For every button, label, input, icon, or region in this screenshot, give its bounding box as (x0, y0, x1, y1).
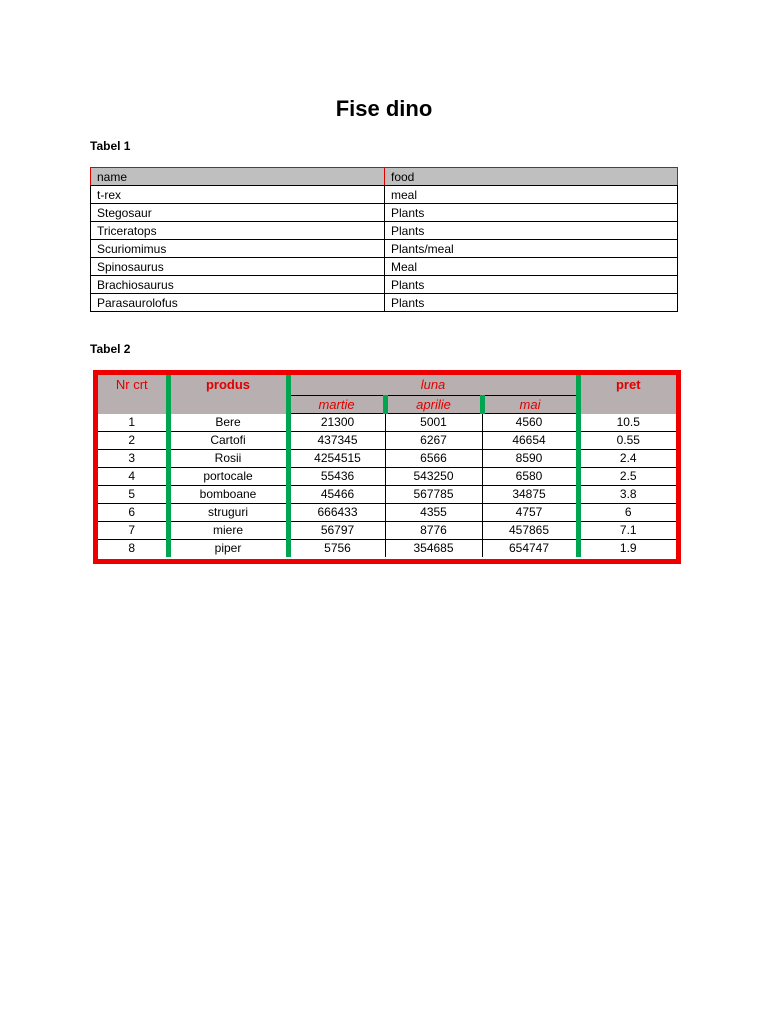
cell-nr: 8 (128, 541, 136, 555)
cell-food: Plants (385, 222, 678, 240)
cell-mai: 8590 (482, 450, 578, 468)
cell-produs: piper (168, 540, 288, 558)
table-row (91, 222, 678, 240)
column-header-produs: produs (168, 375, 288, 414)
cell-pret: 1.9 (578, 540, 676, 558)
cell-martie: 437345 (288, 432, 385, 450)
table-header-row (98, 375, 676, 396)
cell-pret: 2.5 (578, 468, 676, 486)
column-header-name: name (91, 168, 385, 186)
dino-table (90, 167, 678, 312)
cell-mai: 6580 (482, 468, 578, 486)
table-row (98, 468, 676, 486)
table1-caption: Tabel 1 (90, 139, 131, 153)
cell-pret: 6 (578, 504, 676, 522)
cell-nr: 5 (98, 486, 168, 504)
cell-martie: 45466 (288, 486, 385, 504)
cell-nr: 6 (98, 504, 168, 522)
cell-aprilie: 6566 (385, 450, 482, 468)
table-row (98, 522, 676, 540)
cell-mai: 34875 (482, 486, 578, 504)
table-row (91, 204, 678, 222)
cell-produs: Bere (168, 414, 288, 432)
cell-martie: 55436 (288, 468, 385, 486)
table-row (98, 504, 676, 522)
cell-aprilie: 4355 (385, 504, 482, 522)
cell-pret: 2.4 (578, 450, 676, 468)
cell-produs: Rosii (168, 450, 288, 468)
column-header-luna: luna (288, 375, 578, 396)
cell-produs: Cartofi (168, 432, 288, 450)
cell-mai: 46654 (482, 432, 578, 450)
cell-produs: miere (168, 522, 288, 540)
page-title: Fise dino (335, 96, 433, 121)
column-header-mai: mai (482, 396, 578, 414)
cell-name: Spinosaurus (91, 258, 385, 276)
cell-aprilie: 354685 (385, 540, 482, 558)
cell-aprilie: 6267 (385, 432, 482, 450)
table-row (98, 414, 676, 432)
cell-pret: 7.1 (578, 522, 676, 540)
cell-produs: struguri (168, 504, 288, 522)
column-header-martie: martie (288, 396, 385, 414)
cell-nr: 4 (98, 468, 168, 486)
cell-pret: 0.55 (578, 432, 676, 450)
cell-aprilie: 567785 (385, 486, 482, 504)
cell-nr: 2 (98, 432, 168, 450)
cell-food: Meal (385, 258, 678, 276)
table-row (91, 276, 678, 294)
cell-mai: 654747 (482, 540, 578, 558)
table-row (91, 258, 678, 276)
cell-martie: 666433 (288, 504, 385, 522)
table-row (91, 294, 678, 312)
cell-name: Scuriomimus (91, 240, 385, 258)
cell-produs: portocale (168, 468, 288, 486)
cell-martie: 56797 (288, 522, 385, 540)
table-row (91, 240, 678, 258)
table-header-row (91, 168, 678, 186)
cell-food: meal (385, 186, 678, 204)
table-row (98, 432, 676, 450)
cell-pret: 10.5 (578, 414, 676, 432)
cell-name: Parasaurolofus (91, 294, 385, 312)
cell-aprilie: 8776 (385, 522, 482, 540)
cell-aprilie: 5001 (385, 414, 482, 432)
cell-nr: 3 (98, 450, 168, 468)
table2-caption: Tabel 2 (90, 342, 131, 356)
column-header-aprilie: aprilie (385, 396, 482, 414)
cell-pret: 3.8 (578, 486, 676, 504)
cell-nr: 1 (98, 414, 168, 432)
cell-mai: 4757 (482, 504, 578, 522)
cell-food: Plants (385, 294, 678, 312)
product-table-frame (93, 370, 681, 564)
column-header-food: food (385, 168, 678, 186)
column-header-nr: Nr crt (98, 375, 168, 414)
cell-name: Triceratops (91, 222, 385, 240)
cell-mai: 4560 (482, 414, 578, 432)
table-row (98, 450, 676, 468)
table-row (91, 186, 678, 204)
cell-martie: 21300 (288, 414, 385, 432)
cell-produs: bomboane (168, 486, 288, 504)
column-header-pret: pret (578, 375, 676, 414)
cell-food: Plants (385, 276, 678, 294)
cell-aprilie: 543250 (385, 468, 482, 486)
cell-nr: 7 (98, 522, 168, 540)
cell-mai: 457865 (482, 522, 578, 540)
table-row (98, 540, 676, 558)
cell-food: Plants (385, 204, 678, 222)
cell-name: Brachiosaurus (91, 276, 385, 294)
cell-martie: 4254515 (288, 450, 385, 468)
cell-food: Plants/meal (385, 240, 678, 258)
product-table (98, 375, 676, 557)
table-row (98, 486, 676, 504)
cell-martie: 5756 (288, 540, 385, 558)
cell-name: t-rex (91, 186, 385, 204)
cell-name: Stegosaur (91, 204, 385, 222)
